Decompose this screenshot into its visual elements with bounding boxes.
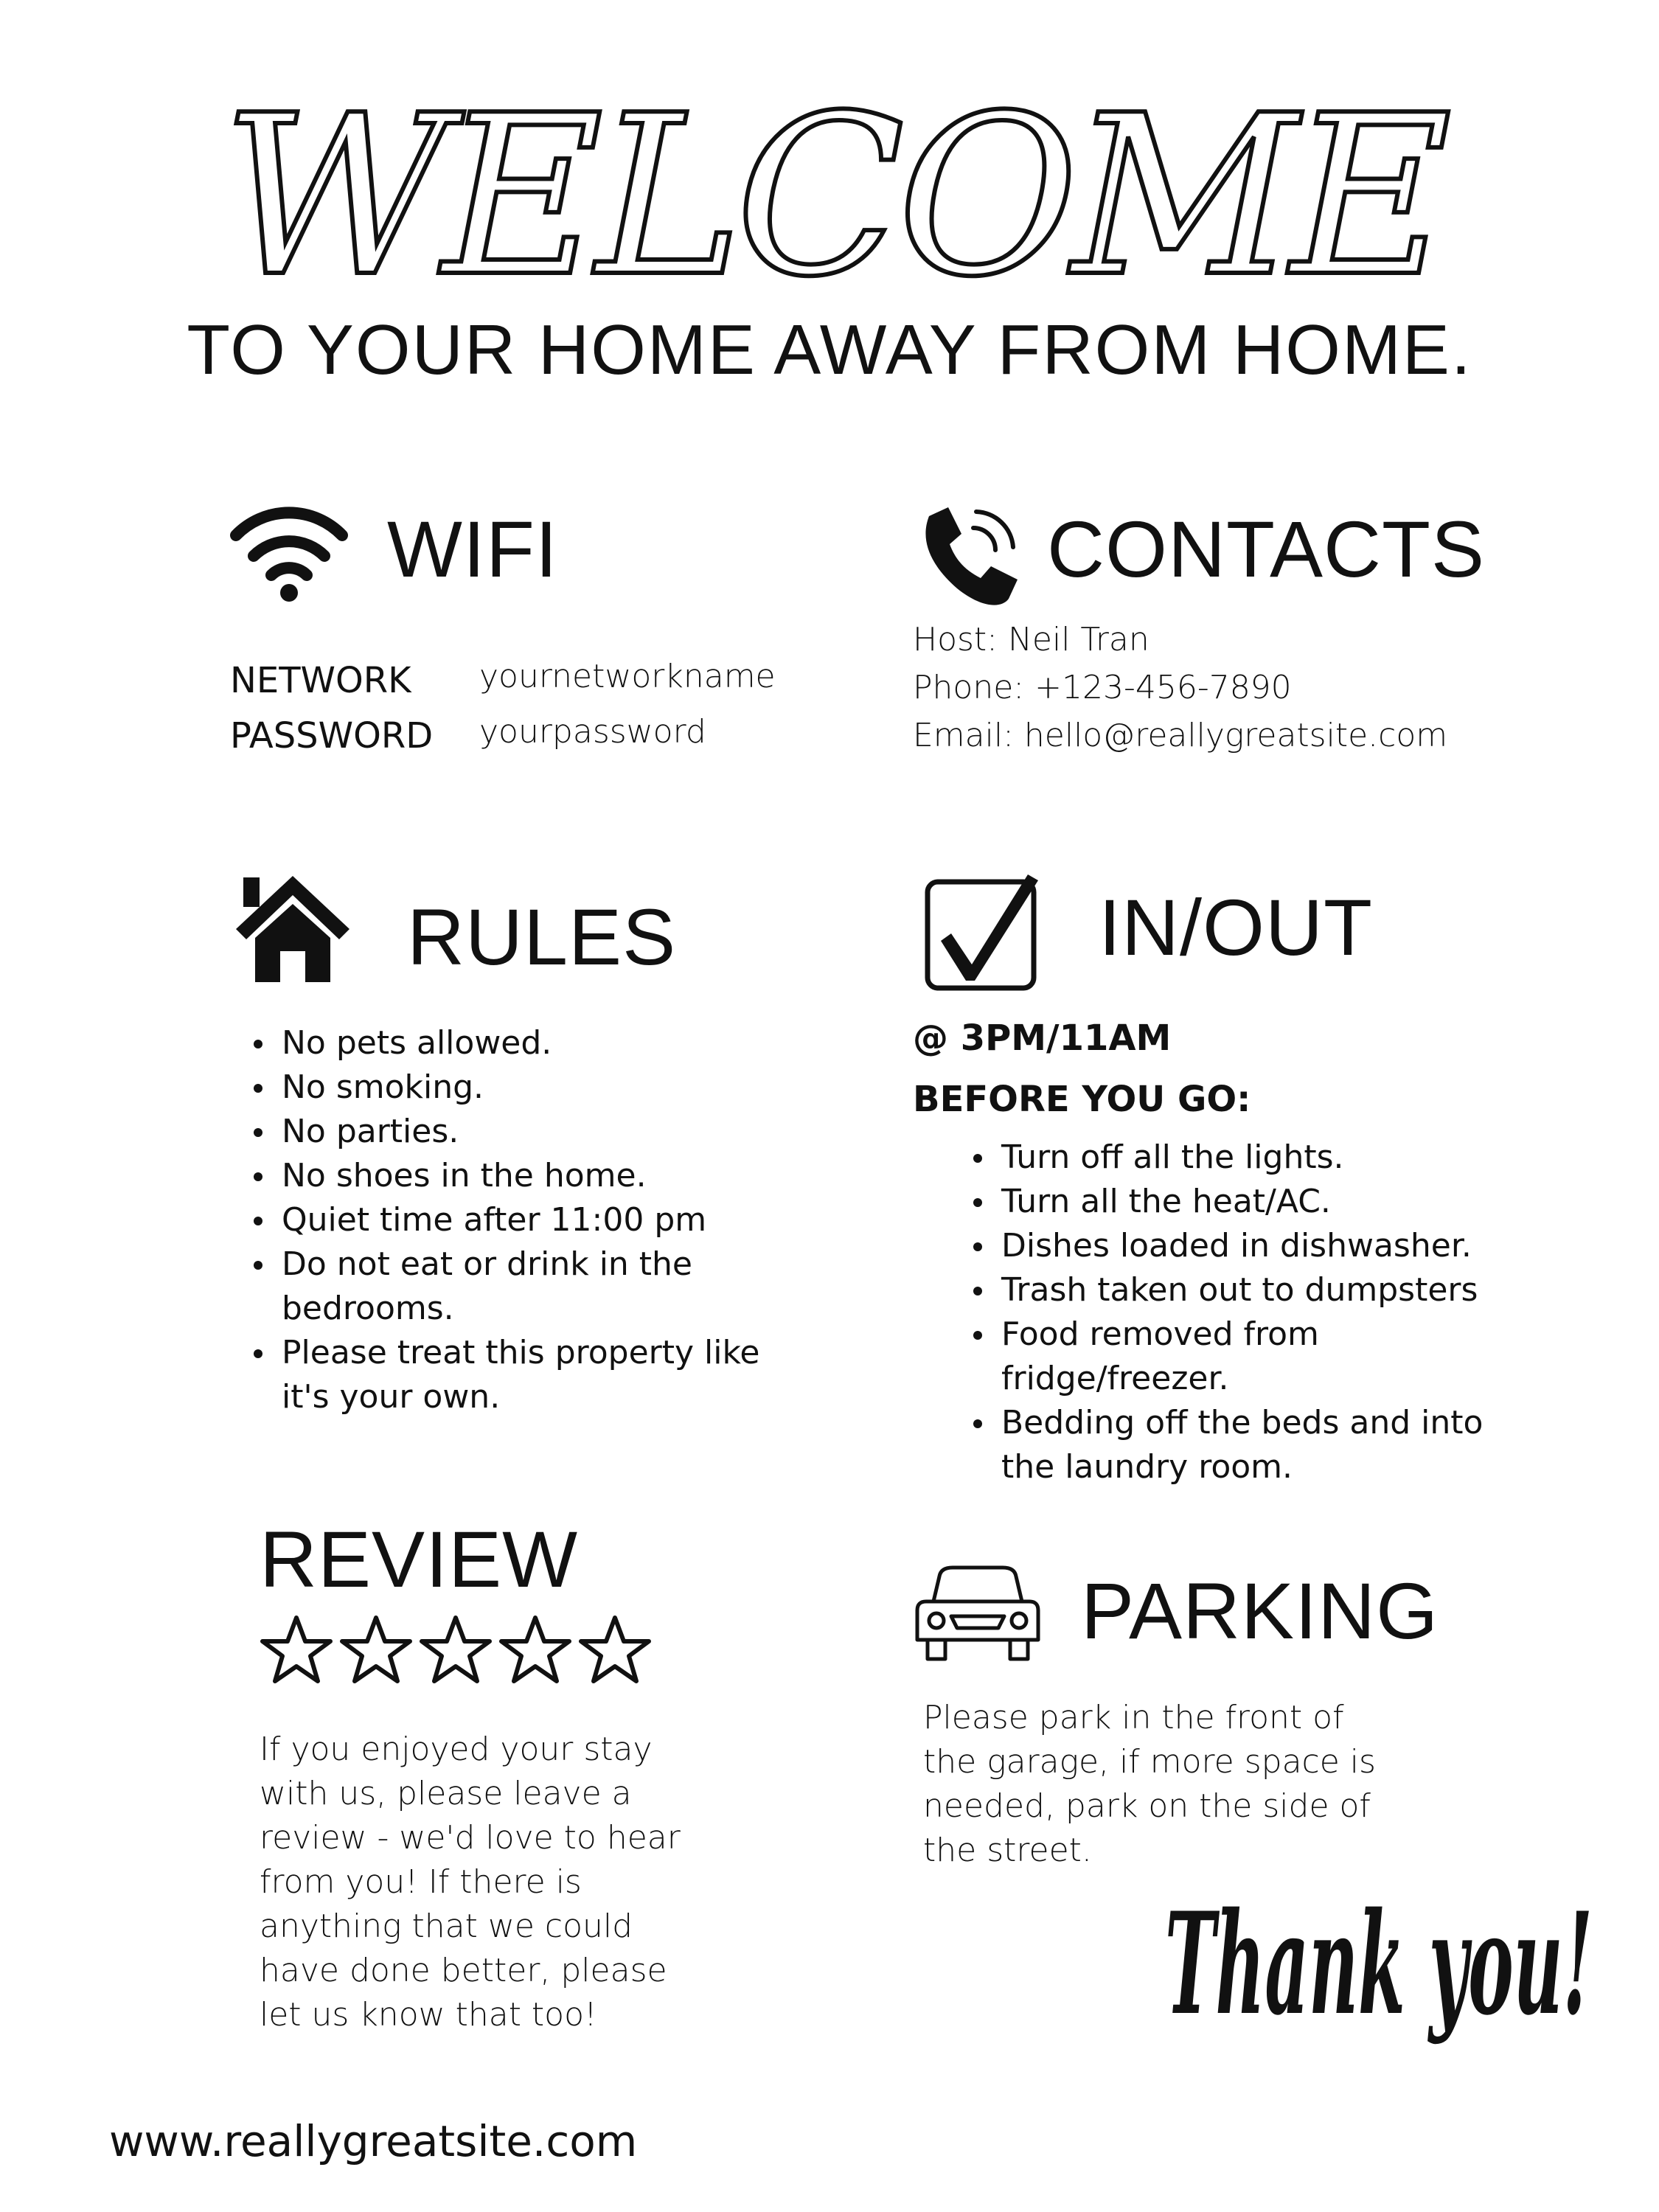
list-item: Turn off all the lights.	[1001, 1135, 1532, 1180]
list-item: Quiet time after 11:00 pm	[282, 1198, 813, 1242]
tagline: TO YOUR HOME AWAY FROM HOME.	[187, 310, 1472, 389]
star-icon	[501, 1618, 569, 1681]
list-item: Turn all the heat/AC.	[1001, 1180, 1532, 1224]
stars-rating	[260, 1613, 658, 1687]
list-item: Dishes loaded in dishwasher.	[1001, 1224, 1532, 1268]
list-item: Bedding off the beds and into the laundry room.	[1001, 1401, 1503, 1489]
list-item: No parties.	[282, 1110, 813, 1154]
contact-phone: Phone: +123-456-7890	[913, 669, 1292, 706]
wifi-icon	[230, 501, 348, 605]
inout-list	[964, 1135, 1532, 1489]
password-value: yourpassword	[479, 713, 706, 751]
parking-heading: PARKING	[1081, 1566, 1439, 1655]
password-label: PASSWORD	[230, 715, 434, 757]
wifi-heading: WIFI	[387, 504, 558, 594]
svg-text:WELCOME: WELCOME	[221, 68, 1445, 325]
welcome-title	[221, 22, 1445, 332]
car-icon	[911, 1563, 1044, 1666]
house-icon	[230, 870, 355, 988]
footer-url: www.reallygreatsite.com	[109, 2116, 638, 2166]
thank-you-script	[1150, 1865, 1607, 2175]
rules-heading: RULES	[407, 892, 677, 981]
star-icon	[422, 1618, 490, 1681]
star-icon	[342, 1618, 410, 1681]
list-item: Please treat this property like it's your own.	[282, 1331, 783, 1419]
list-item: Food removed from fridge/freezer.	[1001, 1312, 1355, 1401]
review-heading: REVIEW	[260, 1514, 579, 1604]
list-item: Trash taken out to dumpsters	[1001, 1268, 1532, 1312]
list-item: Do not eat or drink in the bedrooms.	[282, 1242, 717, 1331]
inout-times: @ 3PM/11AM	[913, 1018, 1172, 1059]
rules-list	[245, 1021, 813, 1419]
star-icon	[262, 1618, 330, 1681]
network-value: yournetworkname	[479, 658, 776, 695]
before-you-go-label: BEFORE YOU GO:	[913, 1079, 1251, 1120]
contacts-heading: CONTACTS	[1047, 504, 1485, 594]
thank-you-text: Thank you!	[1165, 1882, 1593, 2046]
star-icon	[581, 1618, 649, 1681]
parking-text: Please park in the front of the garage, if more space is needed, park on the side of the street.	[923, 1699, 1376, 1869]
review-text: If you enjoyed your stay with us, please leave a review - we'd love to hear from you! If there is anything that we could have done better, please let us know that too!	[260, 1731, 681, 2034]
list-item: No shoes in the home.	[282, 1154, 813, 1198]
checkbox-icon	[923, 870, 1048, 995]
contact-email: Email: hello@reallygreatsite.com	[913, 717, 1448, 754]
network-label: NETWORK	[230, 660, 411, 701]
list-item: No smoking.	[282, 1065, 813, 1110]
list-item: No pets allowed.	[282, 1021, 813, 1065]
contact-host: Host: Neil Tran	[913, 621, 1150, 658]
inout-heading: IN/OUT	[1099, 883, 1373, 972]
phone-icon	[913, 501, 1023, 612]
